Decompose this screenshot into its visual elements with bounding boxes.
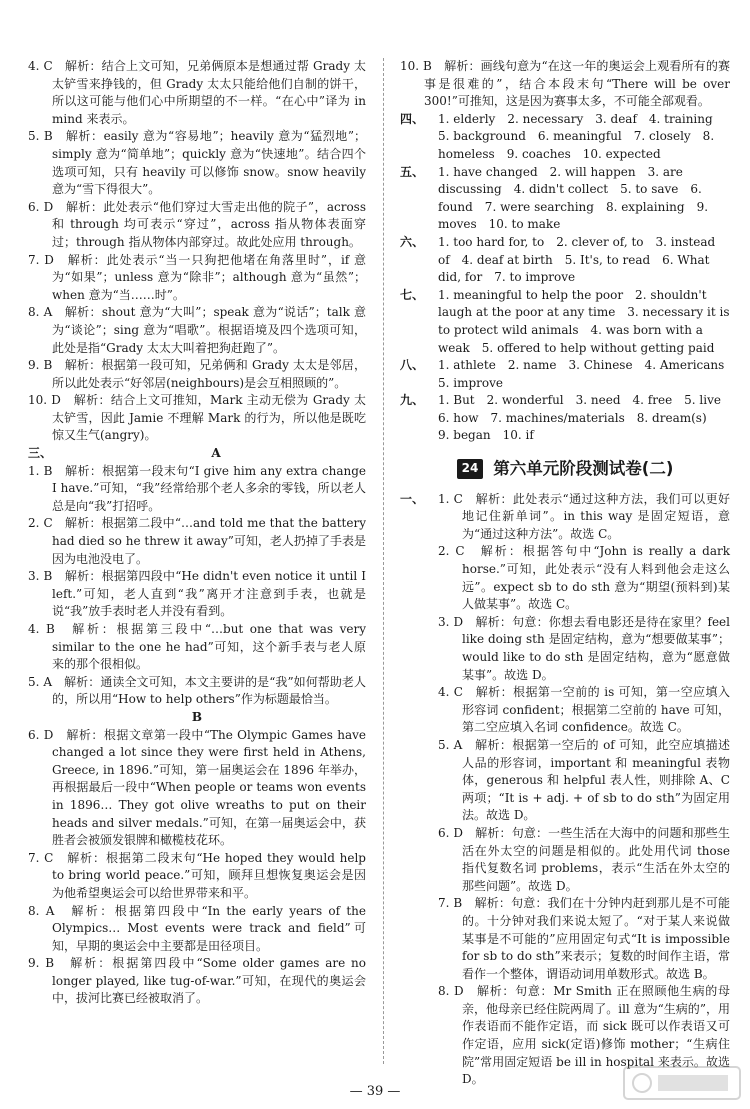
section-number: 七、 [400,287,425,302]
answer-item: 3. D 解析：句意：你想去看电影还是待在家里？feel like doing sth 是固定结构，意为“想要做某事”；would like to do sth 是固定结构，意为“愿意做某事”。故选 D。 [438,614,730,682]
test-number-badge: 24 [457,459,484,479]
answer-item: 1. C 解析：此处表示“通过这种方法，我们可以更好地记住新单词”。in this way 是固定短语，意为“通过这种方法”。故选 C。 [438,491,730,541]
answer-sections [400,111,737,445]
answer-list-3b [28,727,366,1009]
section-number: 一、 [400,491,425,506]
test-title-text: 第六单元阶段测试卷(二) [493,459,674,479]
section-answers: 1. meaningful to help the poor 2. shouldn't laugh at the poor at any time 3. necessary it is to protect wild animals 4. was born with a weak 5. offered to help without getting paid [438,287,730,355]
answer-item: 7. D 解析：此处表示“当一只狗把他堵在角落里时”，if 意为“如果”；unless 意为“除非”；although 意为“虽然”；when 意为“当……时”。 [28,252,366,302]
answer-item: 10. B 解析：画线句意为“在这一年的奥运会上观看所有的赛事是很难的”，结合本段末句“There will be over 300!”可推知，这是因为赛事太多，不可能全部观看。 [400,59,730,109]
answer-item: 6. D 解析：句意：一些生活在大海中的问题和那些生活在外太空的问题是相似的。此处用代词 those 指代复数名词 problems，表示“生活在外太空的那些问题”。故选 D。 [438,825,730,893]
answer-item: 7. B 解析：句意：我们在十分钟内赶到那儿是不可能的。十分钟对我们来说太短了。“对于某人来说做某事是不可能的”应用固定句式“It is impossible for sb to do sth”来表示；复数的时间作主语，常看作一个整体，谓语动词用单数形式。故选 B。 [438,896,730,981]
answer-section [400,164,730,234]
watermark-logo-icon [622,1063,742,1103]
answer-item: 4. C 解析：根据第一空前的 is 可知，第一空应填入形容词 confident；根据第二空前的 have 可知，第二空应填入名词 confidence。故选 C。 [438,685,730,735]
answer-section [400,392,734,445]
answer-item: 5. A 解析：通读全文可知，本文主要讲的是“我”如何帮助老人的，所以用“How to help others”作为标题最恰当。 [28,674,366,707]
answer-section [400,111,730,164]
section-1-block [400,491,730,1089]
column-divider [383,58,384,1064]
answer-item: 6. D 解析：根据文章第一段中“The Olympic Games have changed a lot since they were first held in Athens, Greece, in 1896.”可知，第一届奥运会在 1896 年举办，再根据最后一段中“When people or teams won events in 1896… They got olive wreaths to put on their heads and silver medals.”可知，在第一届奥运会中，获胜者会被颁发银牌和橄榄枝花环。 [28,727,366,848]
answer-item: 5. B 解析：easily 意为“容易地”；heavily 意为“猛烈地”；simply 意为“简单地”；quickly 意为“快速地”。结合四个选项可知，只有 heavily 可以修饰 snow。snow heavily 意为“雪下得很大”。 [28,129,366,197]
answer-item: 6. D 解析：此处表示“他们穿过大雪走出他的院子”，across 和 through 均可表示“穿过”，across 指从物体表面穿过；through 指从物体内部穿过。故此处应用 through。 [28,199,366,249]
answer-item: 1. B 解析：根据第一段末句“I give him any extra change I have.”可知，“我”经常给那个老人多余的零钱，所以老人总是向“我”打招呼。 [28,463,366,513]
section-answers: 1. But 2. wonderful 3. need 4. free 5. live 6. how 7. machines/materials 8. dream(s) 9. began 10. if [438,393,734,443]
section-number: 三、 [28,446,53,461]
section-number: 四、 [400,111,425,126]
answer-list-part2 [28,58,366,445]
answer-item: 2. C 解析：根据答句中“John is really a dark horse.”可知，此处表示“没有人料到他会走这么远”。expect sb to do sth 意为“期望(预料到)某人做某事”。故选 C。 [438,544,730,612]
section-number: 五、 [400,164,425,179]
answer-item: 8. A 解析：根据第四段中“In the early years of the Olympics… Most events were track and field”可知，早期的奥运会中主要都是田径项目。 [28,903,366,953]
answer-item: 4. B 解析：根据第三段中“…but one that was very similar to the one he had”可知，这个新手表与老人原来的那个很相似。 [28,622,366,672]
section-answers: 1. athlete 2. name 3. Chinese 4. Americans 5. improve [438,358,737,390]
test-title [400,459,730,479]
section-answers: 1. too hard for, to 2. clever of, to 3. instead of 4. deaf at birth 5. It's, to read 6. What did, for 7. to improve [438,234,716,285]
answer-item: 9. B 解析：根据第四段中“Some older games are no longer played, like tug-of-war.”可知，在现代的奥运会中，拔河比赛已经被取消了。 [28,956,366,1006]
right-column [400,58,737,1089]
answer-section [400,287,730,357]
test-answer-list [438,491,730,1089]
answer-item: 8. A 解析：shout 意为“大叫”；speak 意为“说话”；talk 意为“谈论”；sing 意为“唱歌”。根据语境及四个选项可知，此处是指“Grady 太太大叫着把狗赶跑了”。 [28,305,366,355]
section-number: 九、 [400,393,425,408]
subsection-b-label: B [191,709,203,724]
section-answers: 1. have changed 2. will happen 3. are discussing 4. didn't collect 5. to save 6. found 7. were searching 8. explaining 9. moves 10. to make [438,164,709,232]
answer-item: 2. C 解析：根据第二段中“…and told me that the battery had died so he threw it away”可知，老人扔掉了手表是因为电池没电了。 [28,516,366,566]
answer-item: 5. A 解析：根据第一空后的 of 可知，此空应填描述人品的形容词，important 和 meaningful 表物体，generous 和 helpful 表人性，则排除 A、C 两项；“It is + adj. + of sb to do sth”为固定用法。故选 D。 [438,737,730,823]
answer-section [400,357,737,392]
answer-item: 3. B 解析：根据第四段中“He didn't even notice it until I left.”可知，老人直到“我”离开才注意到手表，也就是说“我”放手表时老人并没有看到。 [28,569,366,619]
answer-item: 9. B 解析：根据第一段可知，兄弟俩和 Grady 太太是邻居，所以此处表示“好邻居(neighbours)是会互相照顾的”。 [28,358,366,390]
section-number: 六、 [400,234,425,249]
subsection-a-label: A [211,446,221,461]
section-answers: 1. elderly 2. necessary 3. deaf 4. training 5. background 6. meaningful 7. closely 8. homeless 9. coaches 10. expected [438,111,725,161]
section-number: 八、 [400,358,425,373]
answer-section [400,234,730,287]
answer-list-3a [28,463,366,709]
answer-item: 4. C 解析：结合上文可知，兄弟俩原本是想通过帮 Grady 太太铲雪来挣钱的，但 Grady 太太只能给他们自制的饼干，所以这可能与他们心中所期望的不一样。“在心中”译为 in mind 来表示。 [28,59,366,126]
answer-item: 8. D 解析：句意：Mr Smith 正在照顾他生病的母亲，他母亲已经住院两周了。ill 意为“生病的”，用作表语而不能作定语，而 sick 既可以作表语又可作定语，应用 sick(定语)修饰 mother；“生病住院”常用固定短语 be ill in hospital 来表示。故选 D。 [438,984,730,1087]
page-number: — 39 — [349,1084,401,1099]
section-3-header [28,445,366,463]
answer-item: 10. D 解析：结合上文可推知，Mark 主动无偿为 Grady 太太铲雪，因此 Jamie 不理解 Mark 的行为，所以他是既吃惊又生气(angry)。 [28,393,366,443]
answer-item: 7. C 解析：根据第二段末句“He hoped they would help to bring world peace.”可知，顾拜旦想恢复奥运会是因为他希望奥运会可以给世界带来和平。 [28,850,366,900]
left-column [28,58,366,1008]
